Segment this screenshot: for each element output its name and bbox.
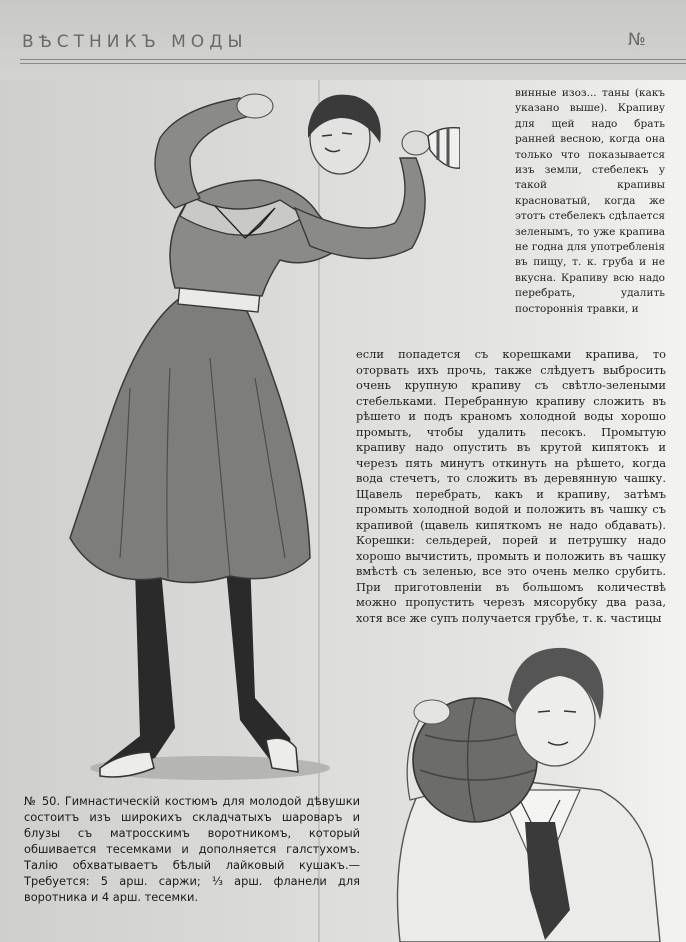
article-narrow-column: [515, 86, 665, 317]
sailor-ball-illustration: [390, 640, 686, 942]
figure-caption: [24, 793, 360, 905]
article-text-main: если попадется съ корешками крапива, то оторвать ихъ прочь, также слѣдуетъ выбросить очень крупную крапиву съ свѣтло-зелеными стебельками. Перебранную крапиву сложить въ рѣшето и подъ краномъ холодной воды хорошо промыть, чтобы удалить песокъ. Промытую крапиву надо опустить въ крутой кипятокъ и черезъ пять минутъ откинуть на рѣшето, когда вода стечетъ, то сложить въ деревянную чашку. Щавель перебрать, какъ и крапиву, затѣмъ промыть холодной водой и положить въ чашку съ крапивой (щавель кипяткомъ не надо обдавать). Корешки: сельдерей, порей и петрушку надо хорошо вычистить, промыть и положить въ чашку вмѣстѣ съ зеленью, все это очень мелко срубить. При приготовленіи въ большомъ количествѣ можно пропустить черезъ мясорубку два раза, хотя все же супъ получается грубѣе, т. к. частицы: [356, 347, 666, 625]
magazine-title: ВѢСТНИКЪ МОДЫ: [22, 32, 248, 52]
issue-number: №: [628, 30, 646, 50]
article-text-narrow: винные изоз... таны (какъ указано выше). Крапиву для щей надо брать ранней весною, когда она только что показывается изъ земли, стебелекъ у такой крапивы красноватый, когда же этотъ стебелекъ сдѣлается зеленымъ, то уже крапива не годна для употребленія въ пищу, т. к. груба и не вкусна. Крапиву всю надо перебрать, удалить постороннія травки, и: [515, 87, 665, 315]
article-main-column: [356, 347, 666, 626]
caption-text: № 50. Гимнастическій костюмъ для молодой дѣвушки состоитъ изъ широкихъ складчатыхъ шароваръ и блузы съ матросскимъ воротникомъ, который обшивается тесемками и дополняется галстухомъ. Талію обхватываетъ бѣлый лайковый кушакъ.—Требуется: 5 арш. саржи; ⅓ арш. фланели для воротника и 4 арш. тесемки.: [24, 794, 360, 904]
header-rule: [20, 63, 686, 64]
page-header: [0, 0, 686, 80]
header-rule: [20, 59, 686, 60]
